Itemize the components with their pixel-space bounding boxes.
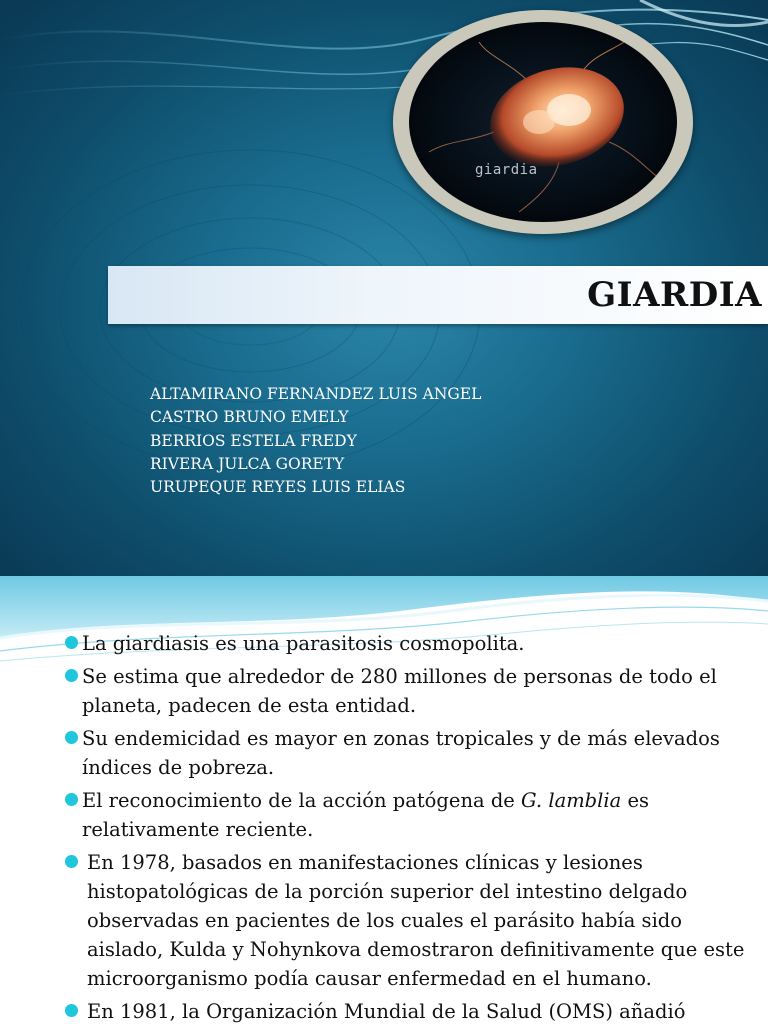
title-bar — [108, 266, 768, 324]
bullet-item — [62, 662, 762, 720]
author-name: URUPEQUE REYES LUIS ELIAS — [150, 478, 406, 497]
bullet-list — [62, 629, 762, 1024]
bullet-item — [62, 848, 762, 993]
bullet-text: Se estima que alrededor de 280 millones de personas de todo el planeta, padecen de esta entidad. — [82, 665, 717, 717]
giardia-image — [409, 22, 677, 222]
bullet-dot-icon — [65, 669, 78, 682]
bullet-item — [62, 724, 762, 782]
author-name: RIVERA JULCA GORETY — [150, 454, 345, 473]
bullet-dot-icon — [65, 731, 78, 744]
bullet-dot-icon — [65, 636, 78, 649]
bullet-text-post: es relativamente reciente. — [82, 789, 650, 841]
bullet-item — [62, 629, 762, 658]
species-name: G. lamblia — [521, 789, 622, 812]
image-caption: giardia — [475, 162, 538, 178]
bullet-text: En 1978, basados en manifestaciones clínicas y lesiones histopatológicas de la porción superior del intestino delgado observadas en pacientes de los cuales el parásito había sido aislado, Kulda y Nohynkova demostraron definitivamente que este microorganismo podía causar enfermedad en el humano. — [87, 851, 745, 990]
bullet-text: La giardiasis es una parasitosis cosmopolita. — [82, 632, 525, 655]
bullet-item — [62, 786, 762, 844]
bullet-item — [62, 997, 762, 1024]
author-list — [150, 383, 481, 499]
author-name: BERRIOS ESTELA FREDY — [150, 431, 357, 450]
giardia-illustration — [409, 22, 677, 222]
bullet-dot-icon — [65, 793, 78, 806]
bullet-text — [82, 786, 762, 844]
bullet-text: En 1981, la Organización Mundial de la Salud (OMS) añadió — [87, 1000, 686, 1023]
bullet-dot-icon — [65, 1004, 78, 1017]
bullet-text-pre: El reconocimiento de la acción patógena de — [82, 789, 522, 812]
author-name: CASTRO BRUNO EMELY — [150, 408, 349, 427]
author-name: ALTAMIRANO FERNANDEZ LUIS ANGEL — [150, 385, 482, 403]
bullet-dot-icon — [65, 855, 78, 868]
bullet-text: Su endemicidad es mayor en zonas tropicales y de más elevados índices de pobreza. — [82, 727, 720, 779]
slide-title: GIARDIA — [587, 275, 762, 315]
content-slide — [0, 576, 768, 1024]
